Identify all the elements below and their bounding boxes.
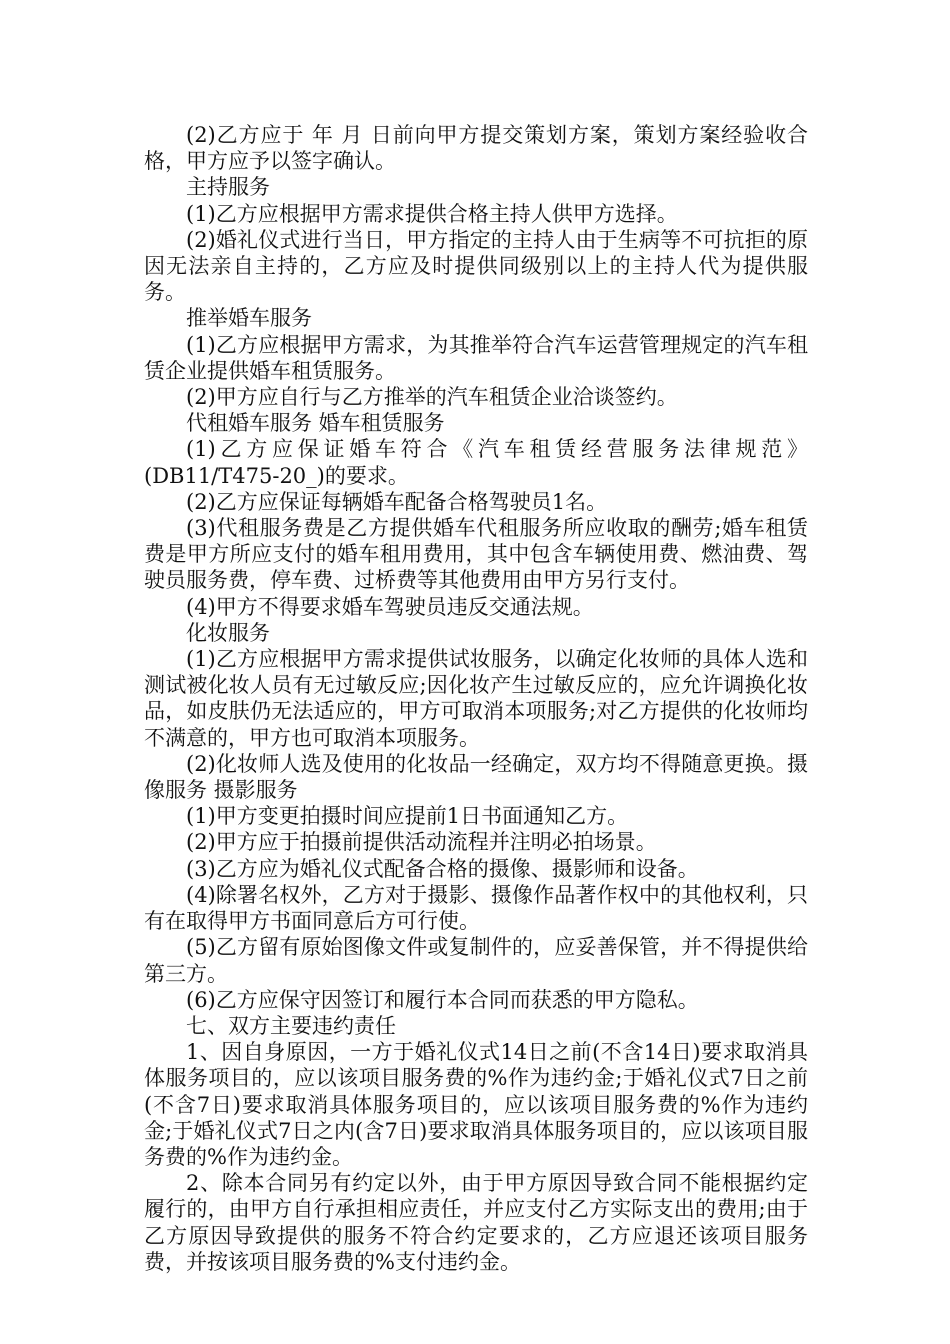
document-body (144, 122, 808, 1275)
paragraph: (2)乙方应保证每辆婚车配备合格驾驶员1名。 (186, 489, 608, 514)
paragraph: (2)化妆师人选及使用的化妆品一经确定，双方均不得随意更换。摄像服务 摄影服务 (144, 751, 808, 803)
section-heading: 推举婚车服务 (186, 306, 312, 331)
paragraph: (1)甲方变更拍摄时间应提前1日书面通知乙方。 (186, 804, 629, 829)
paragraph: (2)甲方应于拍摄前提供活动流程并注明必拍场景。 (186, 830, 657, 855)
paragraph: (1)乙方应根据甲方需求提供试妆服务，以确定化妆师的具体人选和测试被化妆人员有无过敏反应;因化妆产生过敏反应的，应允许调换化妆品，如皮肤仍无法适应的，甲方可取消本项服务;对乙方提供的化妆师均不满意的，甲方也可取消本项服务。 (144, 647, 808, 750)
paragraph: (4)甲方不得要求婚车驾驶员违反交通法规。 (186, 594, 594, 619)
paragraph: (5)乙方留有原始图像文件或复制件的，应妥善保管，并不得提供给第三方。 (144, 935, 808, 986)
paragraph: (1)乙方应根据甲方需求提供合格主持人供甲方选择。 (186, 201, 678, 226)
paragraph: (2)甲方应自行与乙方推举的汽车租赁企业洽谈签约。 (186, 385, 678, 410)
paragraph: 1、因自身原因，一方于婚礼仪式14日之前(不含14日)要求取消具体服务项目的，应以该项目服务费的%作为违约金;于婚礼仪式7日之前(不含7日)要求取消具体服务项目的，应以该项目服务费的%作为违约金;于婚礼仪式7日之内(含7日)要求取消具体服务项目的，应以该项目服务费的%作为违约金。 (144, 1040, 808, 1169)
paragraph: (2)乙方应于 年 月 日前向甲方提交策划方案，策划方案经验收合格，甲方应予以签字确认。 (144, 123, 808, 174)
paragraph: (1)乙方应保证婚车符合《汽车租赁经营服务法律规范》(DB11/T475-20_)的要求。 (144, 437, 808, 488)
paragraph: (6)乙方应保守因签订和履行本合同而获悉的甲方隐私。 (186, 987, 699, 1012)
paragraph: 2、除本合同另有约定以外，由于甲方原因导致合同不能根据约定履行的，由甲方自行承担相应责任，并应支付乙方实际支出的费用;由于乙方原因导致提供的服务不符合约定要求的，乙方应退还该项目服务费，并按该项目服务费的%支付违约金。 (144, 1171, 808, 1274)
section-heading: 七、双方主要违约责任 (186, 1013, 396, 1038)
paragraph: (2)婚礼仪式进行当日，甲方指定的主持人由于生病等不可抗拒的原因无法亲自主持的，乙方应及时提供同级别以上的主持人代为提供服务。 (144, 227, 808, 305)
section-heading: 代租婚车服务 婚车租赁服务 (186, 411, 445, 436)
paragraph: (4)除署名权外，乙方对于摄影、摄像作品著作权中的其他权利，只有在取得甲方书面同意后方可行使。 (144, 882, 808, 934)
section-heading: 化妆服务 (186, 620, 270, 645)
section-heading: 主持服务 (186, 175, 270, 200)
paragraph: (3)乙方应为婚礼仪式配备合格的摄像、摄影师和设备。 (186, 856, 699, 881)
paragraph: (3)代租服务费是乙方提供婚车代租服务所应收取的酬劳;婚车租赁费是甲方所应支付的婚车租用费用，其中包含车辆使用费、燃油费、驾驶员服务费，停车费、过桥费等其他费用由甲方另行支付。 (144, 516, 808, 593)
paragraph: (1)乙方应根据甲方需求，为其推举符合汽车运营管理规定的汽车租赁企业提供婚车租赁服务。 (144, 332, 808, 383)
